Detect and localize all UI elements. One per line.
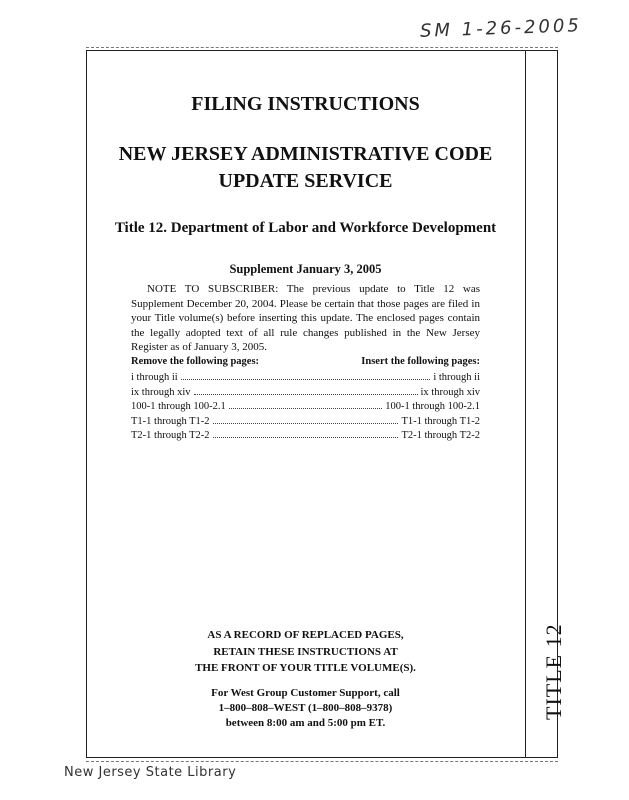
- pages-table: [131, 371, 480, 444]
- page-title: FILING INSTRUCTIONS: [191, 93, 420, 115]
- remove-cell: T2-1 through T2-2: [131, 430, 210, 442]
- leader-dots: [229, 400, 382, 409]
- library-stamp: New Jersey State Library: [64, 765, 237, 780]
- remove-header: Remove the following pages:: [131, 356, 260, 367]
- subscriber-note: NOTE TO SUBSCRIBER: The previous update to Title 12 was Supplement December 20, 2004. Please be certain that those pages are filed in your Title volume(s) before inserting this update. The enclosed pages contain the legally adopted text of all rule changes published in the New Jersey Register as of January 3, 2005.: [131, 283, 480, 353]
- table-row: [131, 386, 480, 401]
- table-row: [131, 371, 480, 386]
- remove-cell: 100-1 through 100-2.1: [131, 401, 226, 413]
- remove-cell: ix through xiv: [131, 386, 191, 398]
- customer-support-info: [86, 686, 525, 731]
- pages-table-header: [131, 356, 480, 367]
- insert-cell: i through ii: [433, 372, 480, 383]
- leader-dots: [194, 386, 418, 395]
- support-hours: between 8:00 am and 5:00 pm ET.: [225, 717, 386, 729]
- supplement-date: Supplement January 3, 2005: [229, 262, 382, 276]
- title-subtitle: Title 12. Department of Labor and Workforce Development: [114, 220, 497, 236]
- handwritten-date-note: SM 1-26-2005: [419, 15, 583, 42]
- insert-cell: ix through xiv: [420, 386, 480, 398]
- table-row: [131, 400, 480, 415]
- table-row: [131, 429, 480, 444]
- bottom-scan-rule: [86, 761, 558, 762]
- record-line: RETAIN THESE INSTRUCTIONS AT: [213, 645, 398, 658]
- record-line: AS A RECORD OF REPLACED PAGES,: [207, 629, 404, 641]
- leader-dots: [213, 429, 399, 438]
- support-phone: 1–800–808–WEST (1–800–808–9378): [218, 702, 393, 714]
- table-row: [131, 415, 480, 430]
- record-instructions: [86, 627, 525, 677]
- leader-dots: [213, 415, 399, 424]
- leader-dots: [181, 371, 431, 380]
- support-line: For West Group Customer Support, call: [211, 687, 400, 699]
- remove-cell: i through ii: [131, 372, 178, 383]
- insert-header: Insert the following pages:: [361, 356, 480, 367]
- insert-cell: 100-1 through 100-2.1: [385, 401, 480, 413]
- top-scan-rule: [86, 47, 558, 48]
- tab-divider: [525, 50, 526, 758]
- record-line: THE FRONT OF YOUR TITLE VOLUME(S).: [195, 662, 416, 674]
- code-heading-line1: NEW JERSEY ADMINISTRATIVE CODE: [118, 143, 493, 165]
- code-heading-line2: UPDATE SERVICE: [218, 170, 393, 192]
- remove-cell: T1-1 through T1-2: [131, 415, 210, 427]
- title-tab-label: TITLE 12: [541, 623, 566, 720]
- insert-cell: T1-1 through T1-2: [401, 415, 480, 427]
- insert-cell: T2-1 through T2-2: [401, 430, 480, 442]
